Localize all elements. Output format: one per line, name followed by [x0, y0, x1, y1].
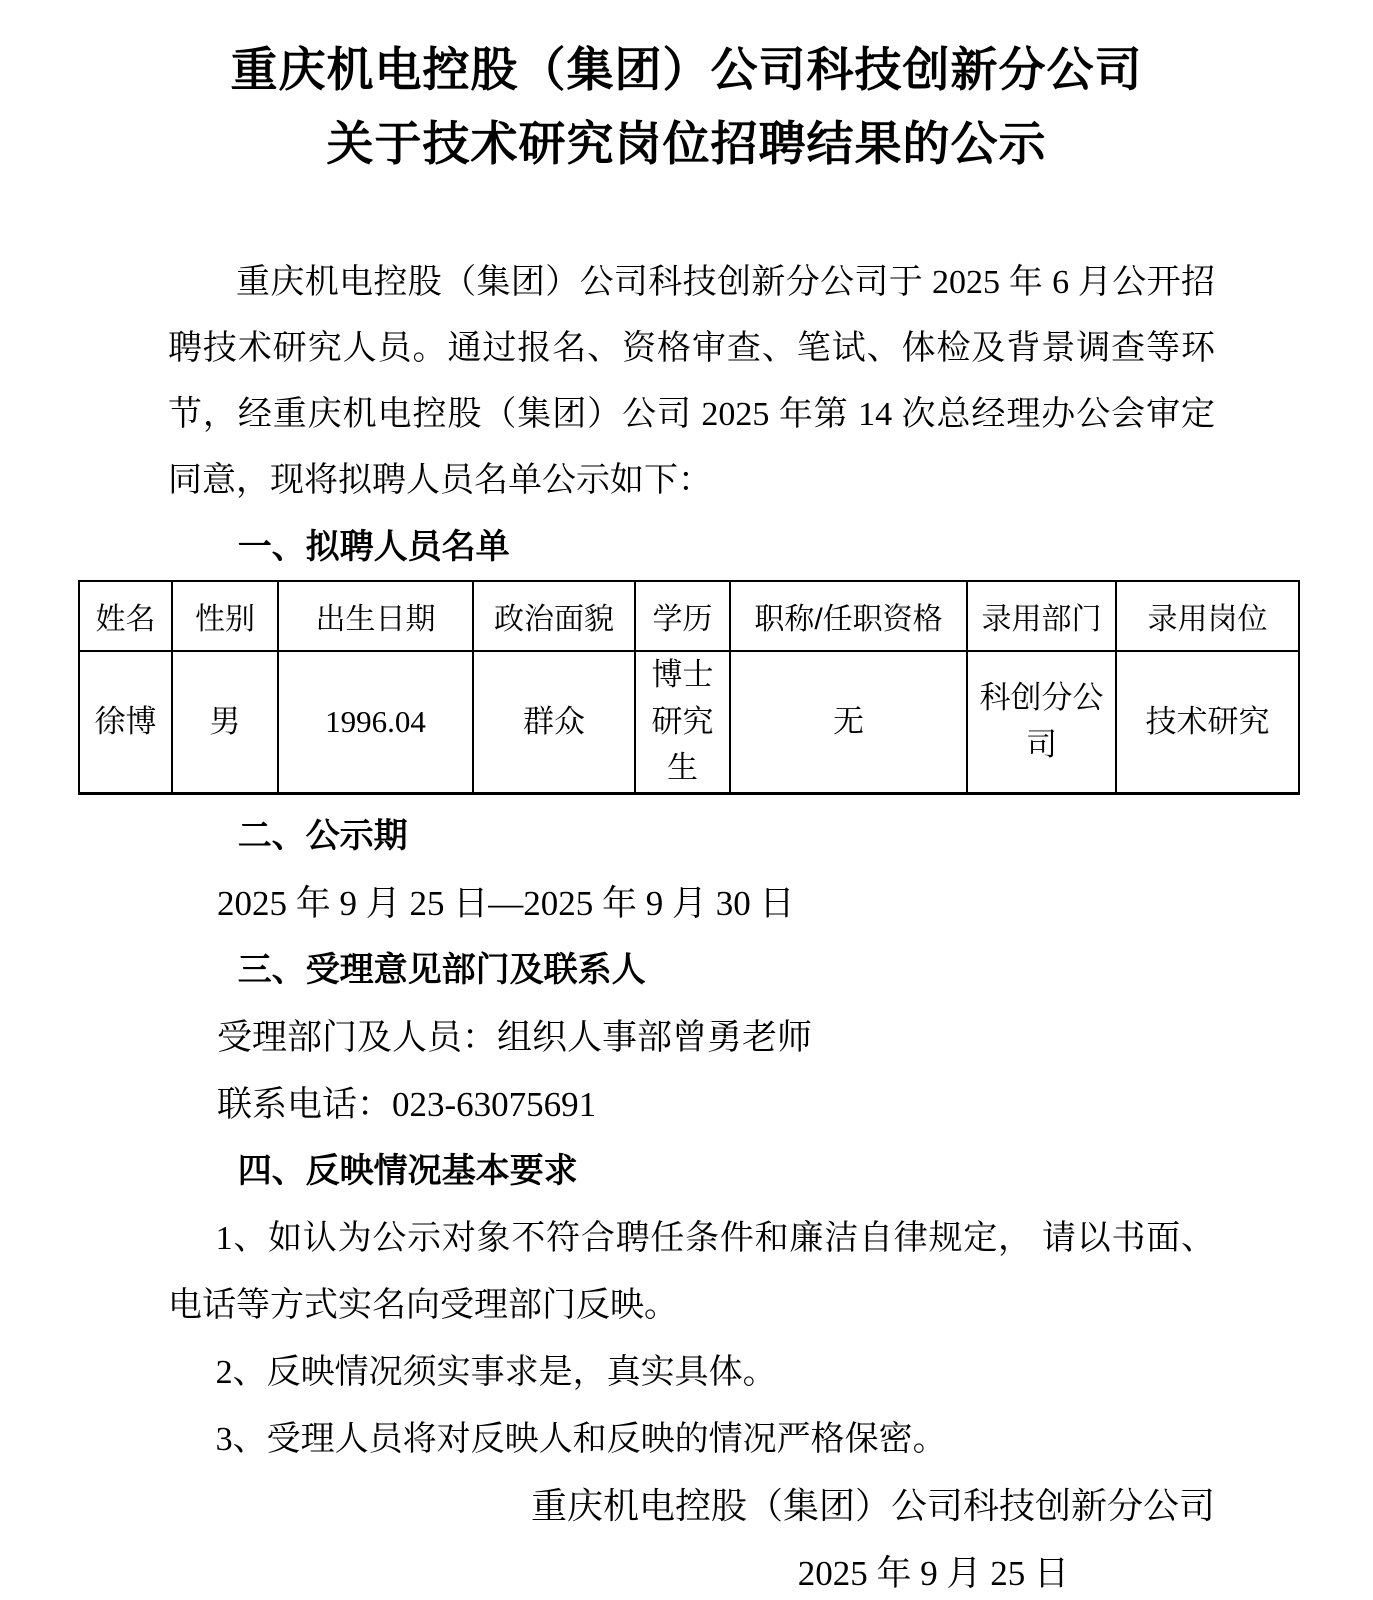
table-row: [79, 651, 1299, 793]
requirement-item-1: 1、如认为公示对象不符合聘任条件和廉洁自律规定， 请以书面、电话等方式实名向受理部门反映。: [168, 1219, 1215, 1324]
content-bottom: [0, 803, 1373, 1600]
cell-gender: 男: [172, 651, 278, 793]
header-hiring-department: 录用部门: [967, 581, 1116, 651]
candidates-table: [78, 580, 1300, 795]
document-title: [0, 0, 1373, 182]
requirement-item-2: 2、反映情况须实事求是，真实具体。: [215, 1353, 777, 1391]
content-top: [0, 250, 1373, 580]
contact-department-line: 受理部门及人员：组织人事部曾勇老师: [217, 1017, 813, 1057]
table-header-row: [79, 581, 1299, 651]
header-political-status: 政治面貌: [473, 581, 635, 651]
cell-name: 徐博: [79, 651, 172, 793]
contact-phone-line: 联系电话：023-63075691: [217, 1084, 597, 1124]
requirement-item-3: 3、受理人员将对反映人和反映的情况严格保密。: [215, 1420, 947, 1458]
header-education: 学历: [635, 581, 730, 651]
signature-company: 重庆机电控股（集团）公司科技创新分公司: [530, 1485, 1215, 1526]
header-name: 姓名: [79, 581, 172, 651]
header-gender: 性别: [172, 581, 278, 651]
cell-birth-date: 1996.04: [278, 651, 473, 793]
section4-heading: 四、反映情况基本要求: [237, 1151, 578, 1190]
cell-education: 博士研究生: [635, 651, 730, 793]
section3-heading: 三、受理意见部门及联系人: [237, 950, 646, 989]
header-birth-date: 出生日期: [278, 581, 473, 651]
section1-heading: 一、拟聘人员名单: [237, 528, 510, 566]
publicity-period: 2025 年 9 月 25 日—2025 年 9 月 30 日: [217, 883, 795, 923]
intro-paragraph: 重庆机电控股（集团）公司科技创新分公司于 2025 年 6 月公开招聘技术研究人员。通过报名、资格审查、笔试、体检及背景调查等环节，经重庆机电控股（集团）公司 2025 年第 14 次总经理办公会审定同意，现将拟聘人员名单公示如下：: [168, 264, 1215, 499]
section2-heading: 二、公示期: [237, 816, 408, 855]
header-title-qualification: 职称/任职资格: [730, 581, 967, 651]
cell-title-qualification: 无: [730, 651, 967, 793]
header-hiring-position: 录用岗位: [1116, 581, 1299, 651]
document-title-line1: 重庆机电控股（集团）公司科技创新分公司: [230, 45, 1143, 97]
document-title-line2: 关于技术研究岗位招聘结果的公示: [326, 119, 1047, 171]
cell-hiring-department: 科创分公司: [967, 651, 1116, 793]
signature-date: 2025 年 9 月 25 日: [797, 1553, 1069, 1593]
cell-hiring-position: 技术研究: [1116, 651, 1299, 793]
cell-political-status: 群众: [473, 651, 635, 793]
